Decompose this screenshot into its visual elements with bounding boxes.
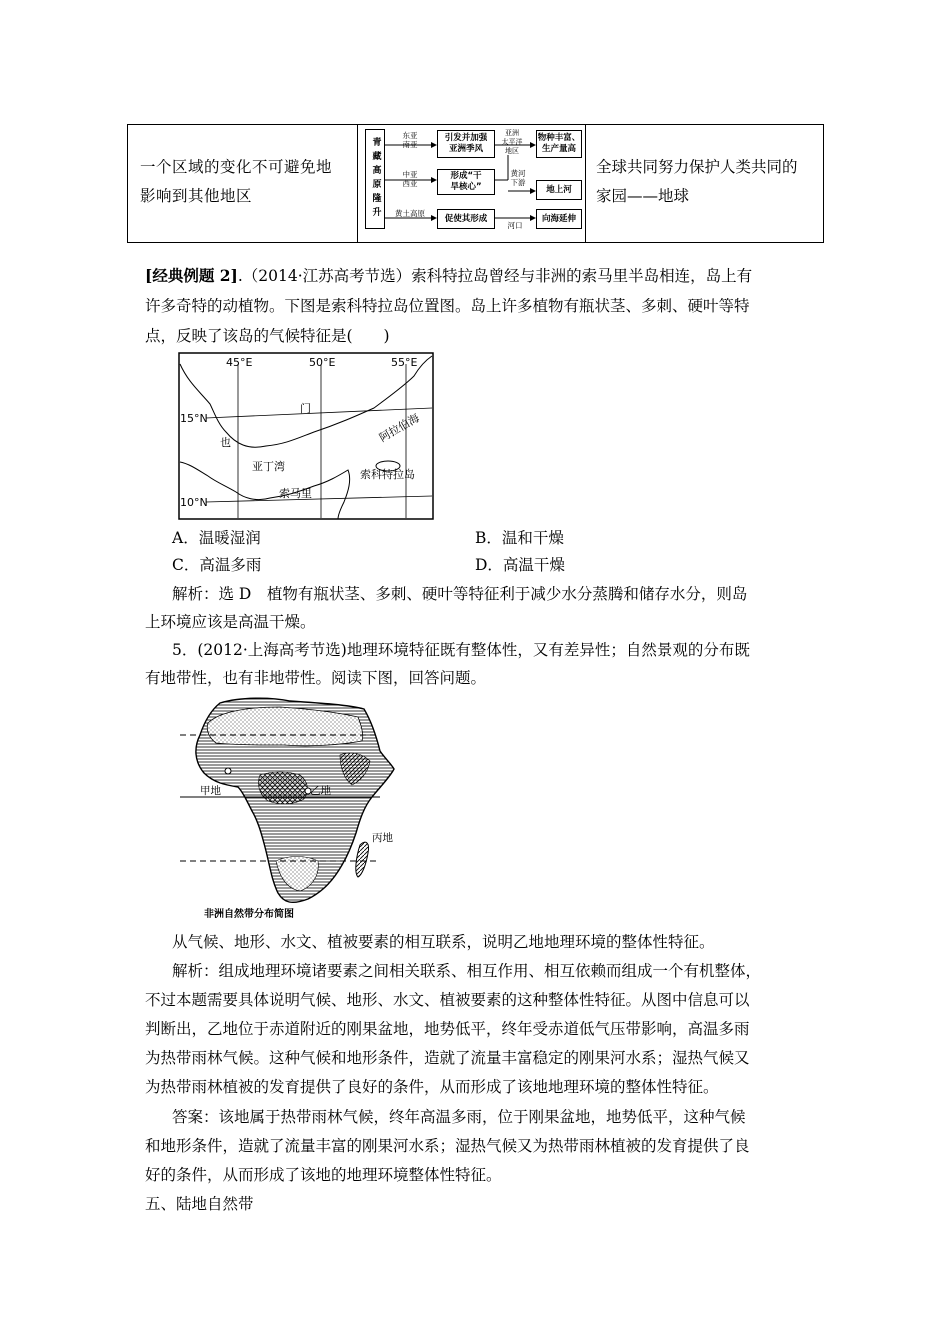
example-line1: .（2014·江苏高考节选）索科特拉岛曾经与非洲的索马里半岛相连，岛上有: [237, 267, 753, 285]
label-somali: 索马里: [279, 487, 312, 500]
diagram-row3-region2: 河口: [507, 221, 523, 230]
label-bing: 丙地: [372, 832, 393, 844]
socotra-map: [178, 352, 434, 520]
answer-line1: 答案：该地属于热带雨林气候，终年高温多雨，位于刚果盆地，地势低平，这种气候: [172, 1108, 746, 1126]
analysis1-line1: 解析：选 D 植物有瓶状茎、多刺、硬叶等特征利于减少水分蒸腾和储存水分，则岛: [172, 585, 748, 603]
section-heading: 五、陆地自然带: [145, 1195, 254, 1213]
right-cell-line: 家园——地球: [596, 187, 690, 205]
option-b: B．温和干燥: [475, 529, 564, 547]
diagram-row3-effect-text: 促使其形成: [444, 213, 488, 224]
question-text: 从气候、地形、水文、植被要素的相互联系，说明乙地地理环境的整体性特征。: [172, 933, 715, 951]
analysis2-line3: 判断出，乙地位于赤道附近的刚果盆地，地势低平，终年受赤道低气压带影响，高温多雨: [145, 1020, 750, 1038]
example-line3: 点，反映了该岛的气候特征是( ): [145, 327, 390, 345]
left-cell-line: 一个区域的变化不可避免地: [140, 158, 333, 176]
label-lat-15: 15°N: [180, 412, 208, 425]
label-lon-45: 45°E: [226, 356, 253, 369]
diagram-row3-result: [536, 209, 582, 229]
label-lat-10: 10°N: [180, 496, 208, 509]
diagram-row2-effect: [437, 169, 495, 195]
africa-map: [180, 695, 420, 923]
label-gulf: 亚丁湾: [252, 460, 285, 473]
diagram-row2-region: 中亚 西亚: [402, 170, 418, 188]
label-island: 索科特拉岛: [360, 468, 415, 481]
example-line2: 许多奇特的动植物。下图是索科特拉岛位置图。岛上许多植物有瓶状茎、多刺、硬叶等特: [145, 297, 750, 315]
table-left-cell: [128, 125, 358, 242]
madagascar: [356, 842, 369, 877]
diagram-row3-result-text: 向海延伸: [541, 213, 576, 224]
diagram-row1-effect-text: 引发并加强 亚洲季风: [444, 133, 488, 154]
option-c: C．高温多雨: [172, 556, 262, 574]
option-d: D．高温干燥: [475, 556, 565, 574]
example-tag: [经典例题 2]: [145, 266, 238, 285]
answer-line3: 好的条件，从而形成了该地的地理环境整体性特征。: [145, 1166, 502, 1184]
diagram-row2-result: [536, 180, 582, 200]
analysis2-line2: 不过本题需要具体说明气候、地形、水文、植被要素的这种整体性特征。从图中信息可以: [145, 991, 750, 1009]
diagram-row1-result: [536, 130, 582, 158]
diagram-row1-effect: [437, 130, 495, 158]
diagram-source-text: 青藏高原隆升: [370, 137, 381, 221]
q5-line2: 有地带性，也有非地带性。阅读下图，回答问题。: [145, 669, 487, 687]
jia-marker: [225, 768, 231, 774]
label-lon-50: 50°E: [309, 356, 336, 369]
right-cell-line: 全球共同努力保护人类共同的: [596, 158, 798, 176]
example-line: [145, 262, 752, 290]
diagram-row2-effect-text: 形成“干 旱核心”: [450, 171, 482, 192]
flow-diagram: [358, 125, 586, 242]
label-men: 门: [300, 402, 311, 415]
diagram-row3-region: 黄土高原: [395, 209, 425, 218]
diagram-row2-region2: 黄河 下游: [510, 169, 526, 187]
diagram-row2-result-text: 地上河: [546, 184, 572, 195]
analysis1-line2: 上环境应该是高温干燥。: [145, 613, 316, 631]
answer-line2: 和地形条件，造就了流量丰富的刚果河水系；湿热气候又为热带雨林植被的发育提供了良: [145, 1137, 750, 1155]
label-yi: 乙地: [310, 785, 331, 797]
left-cell-line: 影响到其他地区: [140, 187, 253, 205]
summary-table: [127, 124, 824, 243]
label-jia: 甲地: [200, 785, 221, 797]
analysis2-line1: 解析：组成地理环境诸要素之间相关联系、相互作用、相互依赖而组成一个有机整体，: [172, 962, 762, 980]
q5-line1: 5．(2012·上海高考节选)地理环境特征既有整体性，又有差异性；自然景观的分布既: [172, 641, 750, 659]
label-sea: 阿拉伯海: [377, 411, 422, 445]
analysis2-line5: 为热带雨林植被的发育提供了良好的条件，从而形成了该地地理环境的整体性特征。: [145, 1078, 719, 1096]
diagram-row1-result-text: 物种丰富、 生产量高: [537, 133, 581, 154]
africa-map-caption: 非洲自然带分布简图: [204, 909, 294, 920]
analysis2-line4: 为热带雨林气候。这种气候和地形条件，造就了流量丰富稳定的刚果河水系；湿热气候又: [145, 1049, 750, 1067]
label-lon-55: 55°E: [391, 356, 418, 369]
diagram-row1-region: 东亚 南亚: [402, 131, 418, 149]
label-ye: 也: [220, 436, 231, 449]
option-a: A．温暖湿润: [172, 529, 261, 547]
table-right-cell: [586, 125, 823, 242]
diagram-row1-region2: 亚洲 太平洋 地区: [501, 129, 523, 155]
diagram-row3-effect: [437, 209, 495, 229]
